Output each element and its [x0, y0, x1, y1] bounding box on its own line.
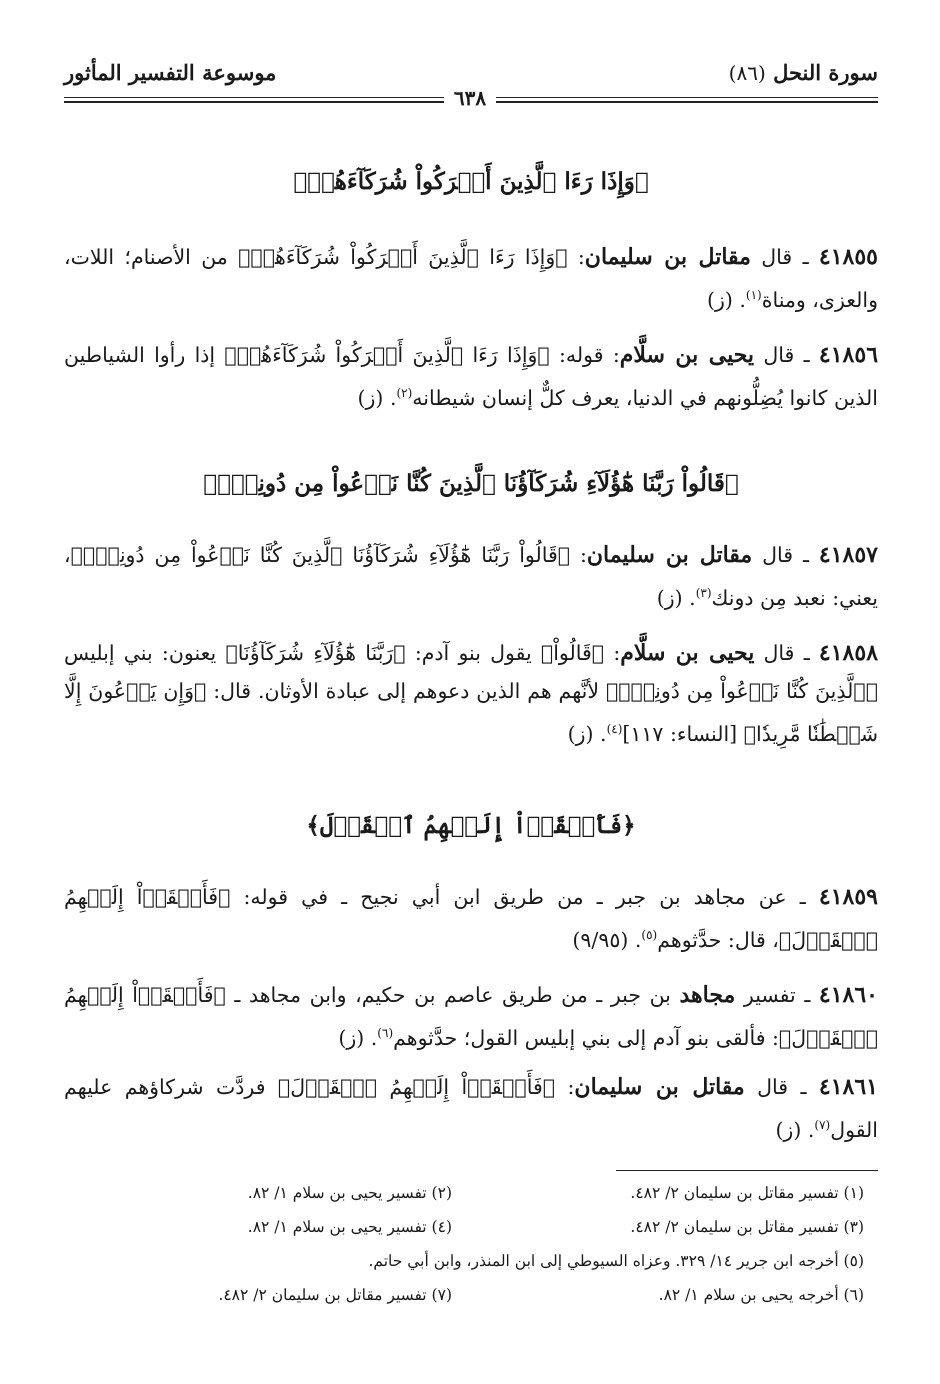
footnote: (٤) تفسير يحيى بن سلام ١/ ٨٢.: [247, 1218, 452, 1236]
page-number-container: [0, 86, 940, 110]
narrator-name: مقاتل بن سليمان: [586, 542, 753, 568]
footnote-ref[interactable]: (٦): [377, 1026, 394, 1040]
entry-number: ٤١٨٥٧: [818, 542, 878, 568]
entry-text: : ﴿فَأَلۡقَوۡاْ إِلَيۡهِمُ ٱلۡقَوۡلَ﴾ فردَّت شركاؤهم عليهم القول: [64, 1075, 878, 1142]
entry-number: ٤١٨٦٠: [818, 982, 878, 1008]
verse-heading: ﴿قَالُواْ رَبَّنَا هَٰٓؤُلَآءِ شُرَكَآؤُنَا ٱلَّذِينَ كُنَّا نَدۡعُواْ مِن دُونِكَۖ﴾: [203, 470, 739, 497]
narration-entry: [64, 336, 878, 417]
footnote-ref[interactable]: (١): [745, 288, 762, 302]
footnote-ref[interactable]: (٤): [606, 722, 623, 736]
footnote-ref[interactable]: (٥): [641, 928, 658, 942]
footnote: (٧) تفسير مقاتل بن سليمان ٢/ ٤٨٢.: [218, 1286, 452, 1304]
page-number: ٦٣٨: [444, 86, 496, 110]
narrator-name: مقاتل بن سليمان: [574, 1074, 745, 1100]
narration-entry: [64, 1068, 878, 1149]
footnote: (٢) تفسير يحيى بن سلام ١/ ٨٢.: [247, 1184, 452, 1202]
surah-name: سورة النحل: [773, 60, 878, 85]
footnote-separator: [616, 1170, 878, 1171]
entry-tail: . (ز): [706, 287, 746, 312]
entry-text: : ﴿وَإِذَا رَءَا ٱلَّذِينَ أَشۡرَكُواْ شُرَكَآءَهُمۡ﴾ من الأصنام؛ اللات، والعزى، ومناة: [64, 245, 878, 312]
entry-text: : قوله: ﴿وَإِذَا رَءَا ٱلَّذِينَ أَشۡرَكُواْ شُرَكَآءَهُمۡ﴾ إذا رأوا الشياطين الذين كانوا يُضِلُّونهم في الدنيا، يعرف كلٌّ إنسان شيطانه: [64, 343, 878, 410]
narrator-name: يحيى بن سلَّام: [620, 640, 755, 666]
entry-tail: . (٩/٩٥): [572, 927, 642, 952]
book-title: موسوعة التفسير المأثور: [64, 60, 277, 85]
entry-prefix: ـ قال: [750, 245, 819, 269]
narrator-name: يحيى بن سلَّام: [619, 342, 755, 368]
entry-number: ٤١٨٥٨: [818, 640, 879, 666]
entry-number: ٤١٨٦١: [818, 1074, 878, 1100]
footnote: (٣) تفسير مقاتل بن سليمان ٢/ ٤٨٢.: [630, 1218, 864, 1236]
entry-prefix: ـ تفسير: [735, 983, 819, 1007]
narrator-name: مجاهد: [679, 982, 736, 1008]
narration-entry: [64, 238, 878, 319]
entry-tail: . (ز): [567, 721, 607, 746]
footnote: (٦) أخرجه يحيى بن سلام ١/ ٨٢.: [658, 1286, 864, 1304]
verse-number: (٨٦): [728, 61, 766, 85]
entry-prefix: ـ قال: [744, 1075, 819, 1099]
narration-entry: [64, 536, 878, 617]
entry-prefix: ـ قال: [752, 543, 819, 567]
footnote-ref[interactable]: (٧): [814, 1118, 831, 1132]
entry-text: بن جبر ـ من طريق عاصم بن حكيم، وابن مجاهد ـ ﴿فَأَلۡقَوۡاْ إِلَيۡهِمُ ٱلۡقَوۡلَ﴾: فألقى بنو آدم إلى بني إبليس القول؛ حدَّثوهم: [64, 983, 878, 1050]
footnote: (٥) أخرجه ابن جرير ١٤/ ٣٢٩. وعزاه السيوطي إلى ابن المنذر، وابن أبي حاتم.: [368, 1252, 864, 1270]
narrator-name: مقاتل بن سليمان: [584, 244, 751, 270]
entry-prefix: ـ قال: [754, 343, 819, 367]
entry-tail: . (ز): [656, 585, 696, 610]
entry-number: ٤١٨٥٦: [818, 342, 879, 368]
verse-heading: ﴿فَأَلۡقَوۡاْ إِلَيۡهِمُ ٱلۡقَوۡلَ﴾: [306, 812, 636, 839]
entry-prefix: ـ قال: [754, 641, 819, 665]
entry-text: : ﴿قَالُواْ رَبَّنَا هَٰٓؤُلَآءِ شُرَكَآؤُنَا ٱلَّذِينَ كُنَّا نَدۡعُواْ مِن دُونِكَۖ﴾، يعني: نعبد مِن دونك: [64, 543, 878, 610]
footnote-ref[interactable]: (٣): [695, 586, 712, 600]
entry-text: مجاهد بن جبر ـ من طريق ابن أبي نجيح ـ في قوله: ﴿فَأَلۡقَوۡاْ إِلَيۡهِمُ ٱلۡقَوۡلَ﴾، قال: حدَّثوهم: [64, 885, 878, 952]
entry-text: : ﴿قَالُواْ﴾ يقول بنو آدم: ﴿رَبَّنَا هَٰٓؤُلَآءِ شُرَكَآؤُنَا﴾ يعنون: بني إبليس ﴿ٱلَّذِينَ كُنَّا نَدۡعُواْ مِن دُونِكَۖ﴾ لأنَّهم هم الذين دعوهم إلى عبادة الأوثان. قال: ﴿وَإِن يَدۡعُونَ إِلَّا شَيۡطَٰنٗا مَّرِيدٗا﴾ [النساء: ١١٧]: [64, 641, 878, 746]
footnote-ref[interactable]: (٢): [396, 386, 413, 400]
entry-prefix: ـ عن: [745, 885, 819, 909]
entry-tail: . (ز): [338, 1025, 378, 1050]
entry-number: ٤١٨٥٩: [818, 884, 878, 910]
narration-entry: [64, 634, 878, 753]
entry-tail: . (ز): [357, 385, 397, 410]
narration-entry: [64, 878, 878, 959]
narration-entry: [64, 976, 878, 1057]
verse-heading: ﴿وَإِذَا رَءَا ٱلَّذِينَ أَشۡرَكُواْ شُرَكَآءَهُمۡ﴾: [293, 168, 649, 195]
entry-tail: . (ز): [775, 1117, 815, 1142]
footnote: (١) تفسير مقاتل بن سليمان ٢/ ٤٨٢.: [630, 1184, 864, 1202]
surah-title: [729, 60, 878, 85]
entry-number: ٤١٨٥٥: [818, 244, 878, 270]
